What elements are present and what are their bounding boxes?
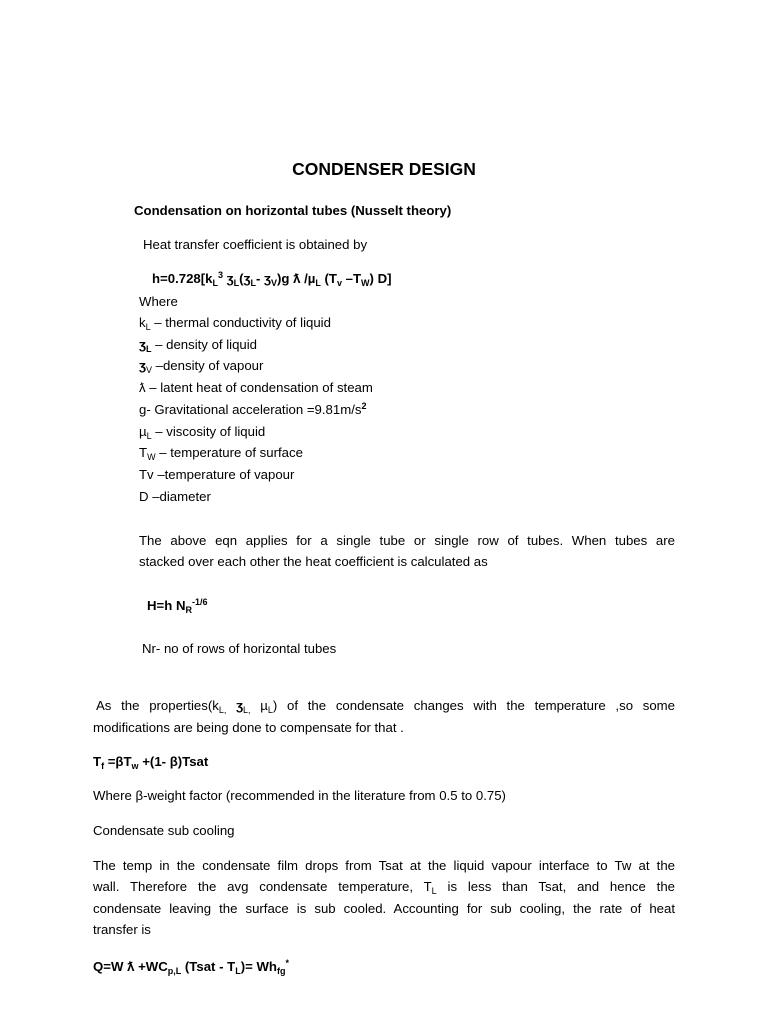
paragraph-line: modifications are being done to compensate for that .	[93, 720, 404, 735]
weight-factor-text: Where β-weight factor (recommended in the literature from 0.5 to 0.75)	[93, 788, 506, 803]
definition-diameter: D –diameter	[139, 489, 211, 504]
definition-viscosity: µ$_L$ – viscosity of liquid	[139, 424, 266, 441]
equation-heat-rate: Q=W ƛ $+WC_{p,L}$ (Tsat - $T_L)= Wh_{fg}^*$	[93, 958, 289, 976]
definition-vapour-temperature: Tv –temperature of vapour	[139, 467, 295, 482]
equation-film-temperature: $T_f =\beta T_w +(1-$ β)Tsat	[93, 754, 209, 771]
definition-gravity: g- Gravitational acceleration $=9.81m/s^2$	[139, 401, 367, 417]
paragraph-line: condensate leaving the surface is sub cooled. Accounting for sub cooling, the rate of heat	[93, 901, 675, 916]
definition-surface-temperature: $T_W$ – temperature of surface	[139, 445, 303, 462]
where-label: Where	[139, 294, 178, 309]
paragraph-line: The temp in the condensate film drops from Tsat at the liquid vapour interface to Tw at the	[93, 858, 675, 873]
section-heading: Condensation on horizontal tubes (Nusselt theory)	[134, 203, 452, 218]
subheading-sub-cooling: Condensate sub cooling	[93, 823, 235, 838]
page-title: CONDENSER DESIGN	[292, 159, 476, 179]
paragraph-line: stacked over each other the heat coefficient is calculated as	[139, 554, 488, 569]
paragraph-line: transfer is	[93, 922, 151, 937]
definition-liquid-density: ʒ$_L$ – density of liquid	[139, 337, 258, 354]
definition-latent-heat: ƛ – latent heat of condensation of steam	[139, 380, 373, 395]
nr-definition: Nr- no of rows of horizontal tubes	[142, 641, 337, 656]
equation-multi-row: H=h $N_R^{-1/6}$	[147, 597, 208, 615]
intro-text: Heat transfer coefficient is obtained by	[143, 237, 368, 252]
equation-heat-transfer-coefficient: $h=0.728[k_L^3$ ʒ$_L$(ʒ$_L$- ʒ$_V$)g ƛ /µ$_L$ ($T_v$ $-T_W$) D]	[152, 270, 392, 288]
definition-vapour-density: ʒ$_V$ –density of vapour	[139, 358, 264, 375]
paragraph-line: As the $properties(k_{L,}$ ʒ$_{L,}$ µ$_L$) of the condensate changes with the temperature ,so some	[96, 698, 676, 715]
definition-thermal-conductivity: $k_L$ – thermal conductivity of liquid	[139, 315, 331, 332]
paragraph-line: wall. Therefore the avg condensate temperature, $T_L$ is less than Tsat, and hence the	[93, 879, 676, 896]
paragraph-line: The above eqn applies for a single tube or single row of tubes. When tubes are	[139, 533, 675, 548]
